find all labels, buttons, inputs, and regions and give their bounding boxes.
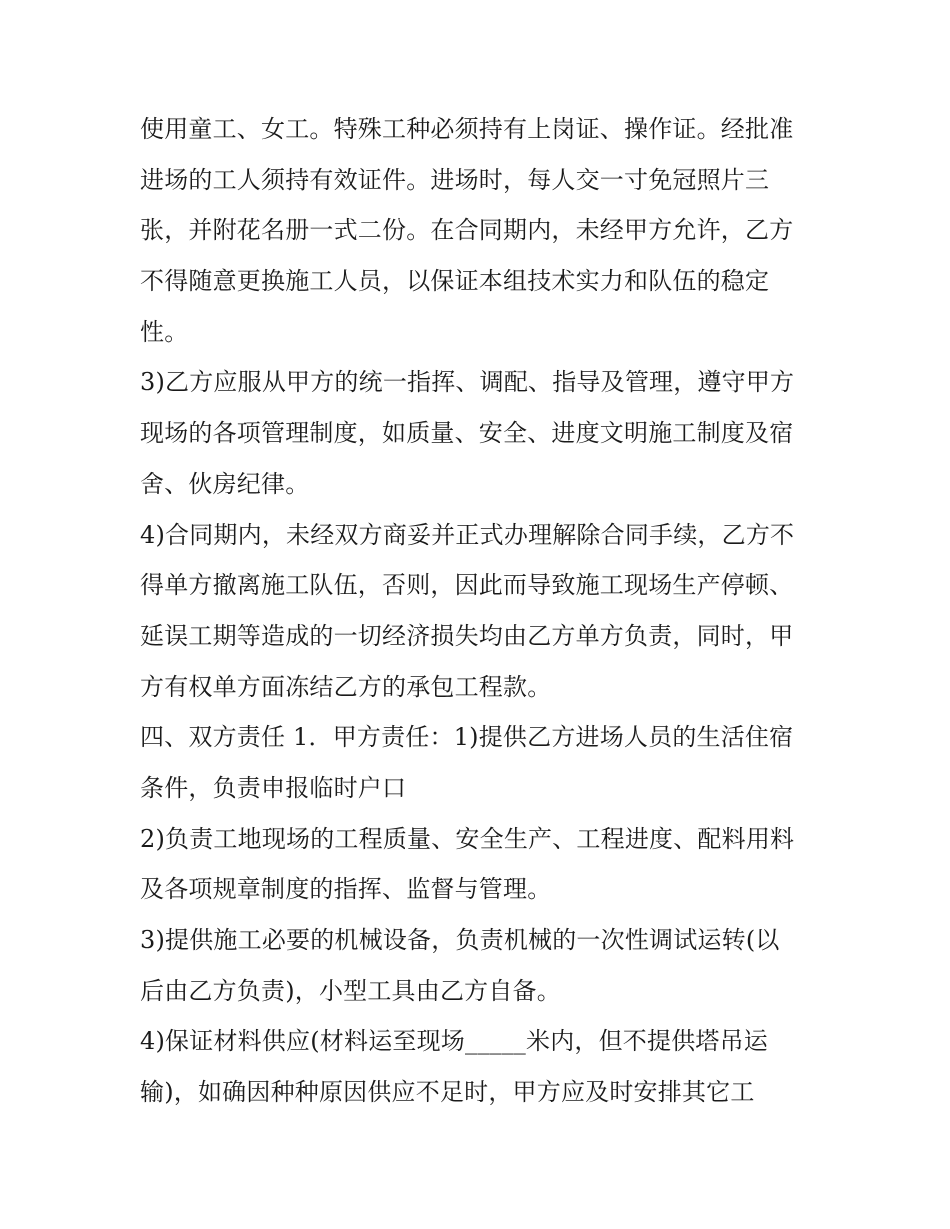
text-line: 性。 <box>140 317 189 346</box>
text-line: 得单方撤离施工队伍，否则，因此而导致施工现场生产停顿、 <box>140 571 794 600</box>
text-line: 3)乙方应服从甲方的统一指挥、调配、指导及管理，遵守甲方 <box>140 368 795 397</box>
text-line: 2)负责工地现场的工程质量、安全生产、工程进度、配料用料 <box>140 824 795 853</box>
text-line: 舍、伙房纪律。 <box>140 469 310 498</box>
text-line: 使用童工、女工。特殊工种必须持有上岗证、操作证。经批准 <box>140 115 794 143</box>
text-line: 条件，负责申报临时户口 <box>140 773 407 802</box>
document-body <box>140 104 820 1118</box>
text-line: 及各项规章制度的指挥、监督与管理。 <box>140 875 552 904</box>
text-line: 4)保证材料供应(材料运至现场_____米内，但不提供塔吊运 <box>140 1027 768 1056</box>
text-line: 后由乙方负责)，小型工具由乙方自备。 <box>140 976 561 1005</box>
text-line: 现场的各项管理制度，如质量、安全、进度文明施工制度及宿 <box>140 419 794 448</box>
text-line: 张，并附花名册一式二份。在合同期内，未经甲方允许，乙方 <box>140 216 794 245</box>
text-line: 延误工期等造成的一切经济损失均由乙方单方负责，同时，甲 <box>140 621 794 650</box>
text-line: 输)，如确因种种原因供应不足时，甲方应及时安排其它工 <box>140 1078 755 1107</box>
text-line: 4)合同期内，未经双方商妥并正式办理解除合同手续，乙方不 <box>140 520 795 549</box>
text-line: 四、双方责任 1．甲方责任：1)提供乙方进场人员的生活住宿 <box>140 723 794 752</box>
text-line: 方有权单方面冻结乙方的承包工程款。 <box>140 672 552 701</box>
text-line: 不得随意更换施工人员，以保证本组技术实力和队伍的稳定 <box>140 267 770 296</box>
text-line: 进场的工人须持有效证件。进场时，每人交一寸免冠照片三 <box>140 165 770 194</box>
text-line: 3)提供施工必要的机械设备，负责机械的一次性调试运转(以 <box>140 926 780 954</box>
